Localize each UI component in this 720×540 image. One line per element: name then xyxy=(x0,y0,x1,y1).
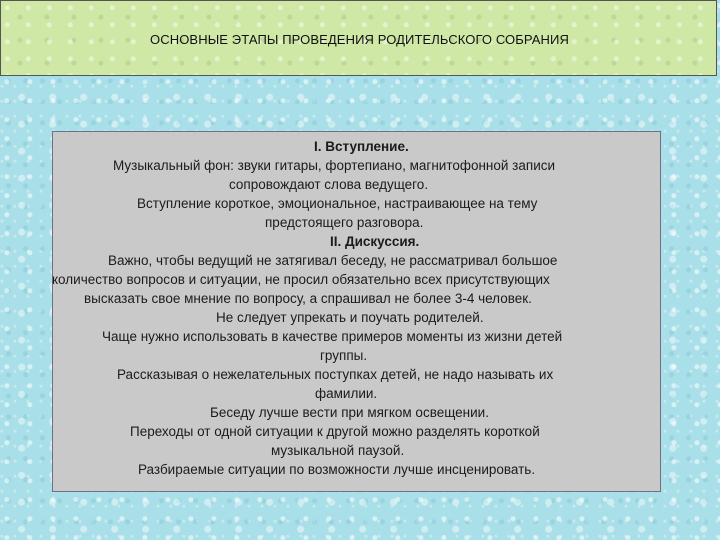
text-line: музыкальной паузой. xyxy=(271,443,405,458)
text-line: Беседу лучше вести при мягком освещении. xyxy=(210,405,489,420)
text-line: Чаще нужно использовать в качестве примеров моменты из жизни детей xyxy=(102,329,563,344)
text-line: предстоящего разговора. xyxy=(265,215,424,230)
title-banner xyxy=(0,0,717,76)
text-line: Рассказывая о нежелательных поступках детей, не надо называть их xyxy=(117,367,554,382)
text-line: Важно, чтобы ведущий не затягивал беседу, не рассматривал большое xyxy=(108,253,558,268)
text-line: Музыкальный фон: звуки гитары, фортепиано, магнитофонной записи xyxy=(113,158,556,173)
text-line: группы. xyxy=(320,348,368,363)
section-heading-intro: I. Вступление. xyxy=(314,139,409,154)
text-line: Переходы от одной ситуации к другой можно разделять короткой xyxy=(130,424,540,439)
text-line: Разбираемые ситуации по возможности лучше инсценировать. xyxy=(138,462,536,477)
text-line: Не следует упрекать и поучать родителей. xyxy=(216,310,484,325)
text-line: высказать свое мнение по вопросу, а спрашивал не более 3-4 человек. xyxy=(84,291,532,306)
text-line: сопровождают слова ведущего. xyxy=(229,177,429,192)
text-line: Вступление короткое, эмоциональное, настраивающее на тему xyxy=(137,196,538,211)
text-line: количество вопросов и ситуации, не просил обязательно всех присутствующих xyxy=(52,272,550,287)
section-heading-discussion: II. Дискуссия. xyxy=(330,234,420,249)
text-line: фамилии. xyxy=(315,386,378,401)
slide-title: ОСНОВНЫЕ ЭТАПЫ ПРОВЕДЕНИЯ РОДИТЕЛЬСКОГО СОБРАНИЯ xyxy=(150,32,569,47)
